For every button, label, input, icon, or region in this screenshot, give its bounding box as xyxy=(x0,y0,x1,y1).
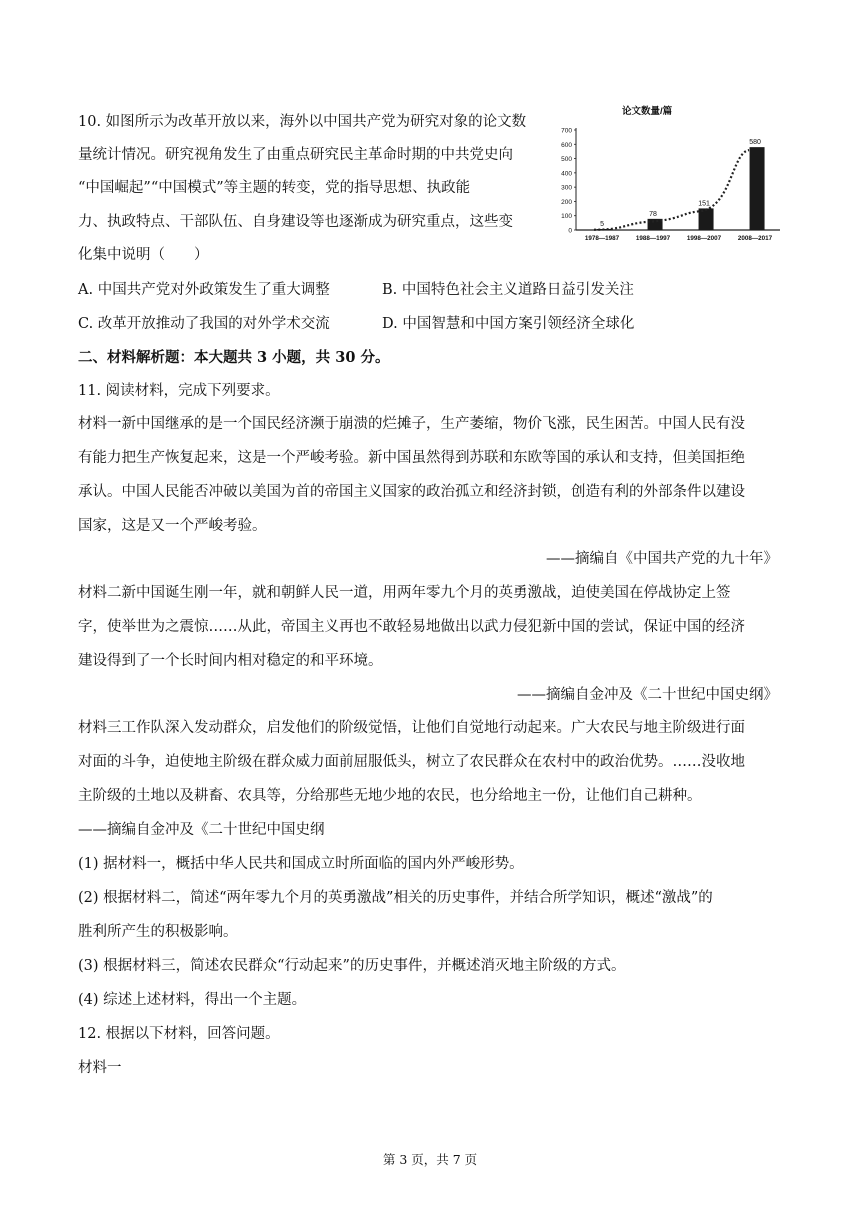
q11-material1-line-4: 国家，这是又一个严峻考验。 xyxy=(78,518,267,534)
q11-stem: 11. 阅读材料，完成下列要求。 xyxy=(78,383,280,399)
y-tick-label: 400 xyxy=(561,170,572,178)
q11-material3-line-1: 材料三工作队深入发动群众，启发他们的阶级觉悟，让他们自觉地行动起来。广大农民与地主阶级进行面 xyxy=(78,720,745,736)
q10-option-b: B. 中国特色社会主义道路日益引发关注 xyxy=(382,282,634,298)
q10-line-1: 10. 如图所示为改革开放以来，海外以中国共产党为研究对象的论文数 xyxy=(78,114,527,130)
q12-material1-label: 材料一 xyxy=(78,1060,122,1076)
x-tick-label: 2008—2017 xyxy=(737,235,773,242)
section-heading: 二、材料解析题：本大题共 3 小题，共 30 分。 xyxy=(78,349,390,366)
q10-line-5: 化集中说明（ ） xyxy=(78,247,209,263)
q11-material3-source: ——摘编自金冲及《二十世纪中国史纲 xyxy=(78,822,325,838)
paper-count-bar-chart xyxy=(552,104,784,250)
q11-subquestion-2-line-2: 胜利所产生的积极影响。 xyxy=(78,924,238,940)
page-footer: 第 3 页，共 7 页 xyxy=(382,1152,478,1167)
bar xyxy=(750,147,765,230)
bar-value-label: 580 xyxy=(749,139,761,147)
y-tick-label: 200 xyxy=(561,198,572,206)
q11-material1-line-3: 承认。中国人民能否冲破以美国为首的帝国主义国家的政治孤立和经济封锁，创造有利的外部条件以建设 xyxy=(78,484,745,500)
x-axis-labels xyxy=(585,235,773,242)
bar-value-label: 78 xyxy=(649,210,657,218)
bar xyxy=(699,208,714,230)
q11-material2-source: ——摘编自金冲及《二十世纪中国史纲》 xyxy=(517,687,778,703)
bar-value-label: 151 xyxy=(698,200,710,208)
q10-option-c: C. 改革开放推动了我国的对外学术交流 xyxy=(78,316,330,332)
q11-material1-source: ——摘编自《中国共产党的九十年》 xyxy=(546,551,778,567)
q11-material1-line-2: 有能力把生产恢复起来，这是一个严峻考验。新中国虽然得到苏联和东欧等国的承认和支持，但美国拒绝 xyxy=(78,450,745,466)
q10-line-2: 量统计情况。研究视角发生了由重点研究民主革命时期的中共党史向 xyxy=(78,147,513,163)
q11-subquestion-4: (4) 综述上述材料，得出一个主题。 xyxy=(78,992,307,1008)
y-tick-label: 600 xyxy=(561,141,572,149)
q10-option-d: D. 中国智慧和中国方案引领经济全球化 xyxy=(382,316,635,332)
q11-subquestion-3: (3) 根据材料三，简述农民群众“行动起来”的历史事件，并概述消灭地主阶级的方式。 xyxy=(78,958,626,974)
q12-stem: 12. 根据以下材料，回答问题。 xyxy=(78,1026,280,1042)
trend-line xyxy=(594,150,749,230)
q10-line-4: 力、执政特点、干部队伍、自身建设等也逐渐成为研究重点，这些变 xyxy=(78,214,513,230)
y-tick-label: 500 xyxy=(561,156,572,164)
value-labels xyxy=(600,139,761,228)
q11-subquestion-2-line-1: (2) 根据材料二，简述“两年零九个月的英勇激战”相关的历史事件，并结合所学知识，概述“激战”的 xyxy=(78,890,713,906)
q11-material2-line-3: 建设得到了一个长时间内相对稳定的和平环境。 xyxy=(78,653,383,669)
bar xyxy=(648,219,663,230)
x-tick-label: 1998—2007 xyxy=(686,235,722,242)
q11-material3-line-2: 对面的斗争，迫使地主阶级在群众威力面前屈服低头，树立了农民群众在农村中的政治优势。……没收地 xyxy=(78,754,745,770)
q11-material2-line-2: 字，使举世为之震惊……从此，帝国主义再也不敢轻易地做出以武力侵犯新中国的尝试，保证中国的经济 xyxy=(78,619,745,635)
y-tick-label: 0 xyxy=(568,227,572,235)
bars xyxy=(597,147,765,230)
chart-title: 论文数量/篇 xyxy=(622,106,673,117)
q10-line-3: “中国崛起”“中国模式”等主题的转变，党的指导思想、执政能 xyxy=(78,180,471,196)
q11-material3-line-3: 主阶级的土地以及耕畜、农具等，分给那些无地少地的农民，也分给地主一份，让他们自己耕种。 xyxy=(78,788,702,804)
q11-material1-line-1: 材料一新中国继承的是一个国民经济濒于崩溃的烂摊子，生产萎缩，物价飞涨，民生困苦。中国人民有没 xyxy=(78,416,745,432)
q11-subquestion-1: (1) 据材料一，概括中华人民共和国成立时所面临的国内外严峻形势。 xyxy=(78,856,524,872)
y-tick-label: 300 xyxy=(561,184,572,192)
q10-option-a: A. 中国共产党对外政策发生了重大调整 xyxy=(78,282,330,298)
q11-material2-line-1: 材料二新中国诞生刚一年，就和朝鲜人民一道，用两年零九个月的英勇激战，迫使美国在停战协定上签 xyxy=(78,585,731,601)
y-tick-label: 100 xyxy=(561,213,572,221)
bar-value-label: 5 xyxy=(600,221,605,228)
y-tick-label: 700 xyxy=(561,127,572,135)
x-tick-label: 1978—1987 xyxy=(584,235,620,242)
x-tick-label: 1988—1997 xyxy=(635,235,671,242)
